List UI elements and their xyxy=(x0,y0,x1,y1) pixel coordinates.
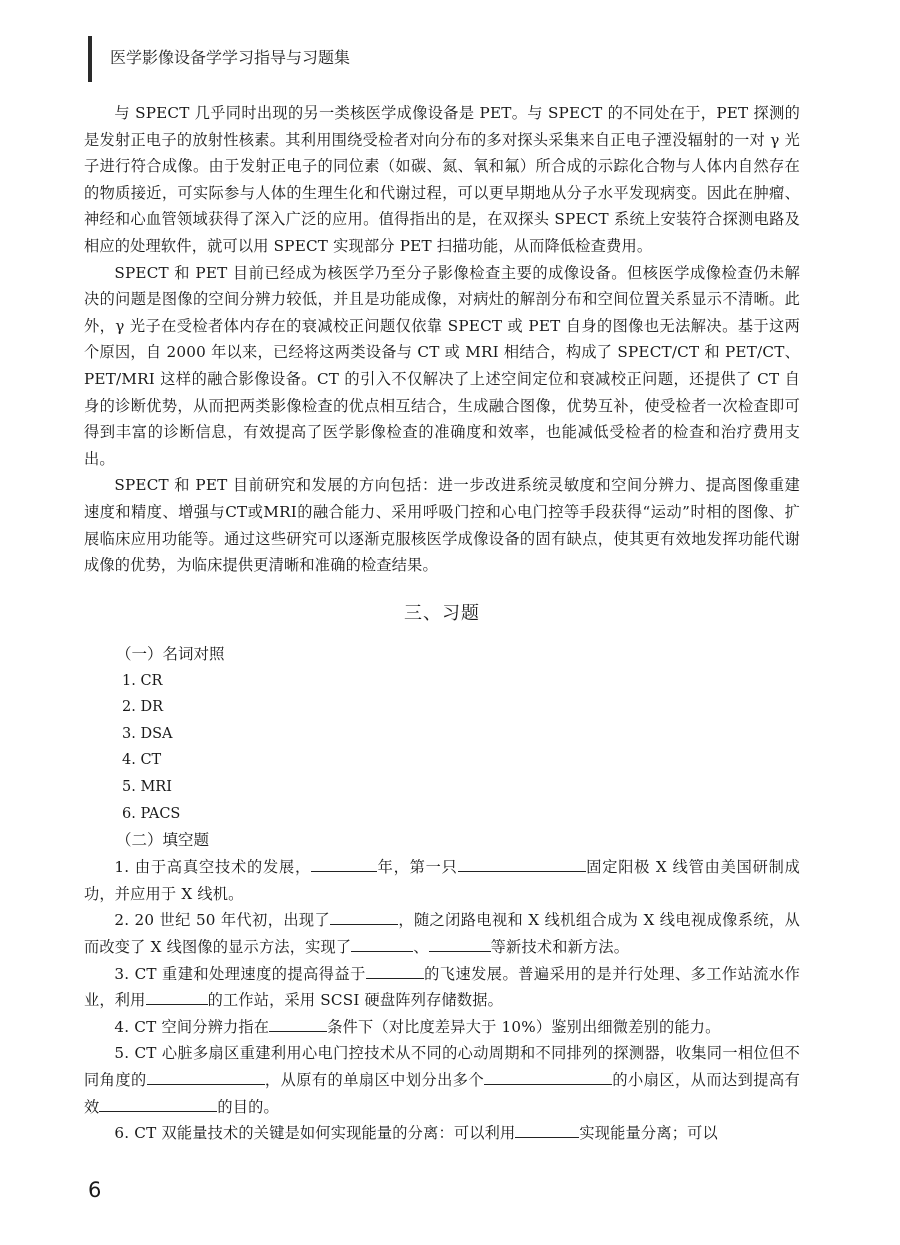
question-text: 的飞速发展。普遍采用的是并行处理、多工作站流水作业，利用 xyxy=(84,964,800,1010)
question-5 xyxy=(84,1040,800,1120)
question-text: 固定阳极 X 线管由美国研制成功，并应用于 X 线机。 xyxy=(84,858,801,903)
question-text: 条件下（对比度差异大于 10%）鉴别出细微差别的能力。 xyxy=(327,1017,721,1036)
term-item: 4. CT xyxy=(122,752,162,769)
answer-blank[interactable] xyxy=(269,1014,327,1032)
question-6 xyxy=(84,1120,800,1147)
question-text: 5. CT 心脏多扇区重建利用心电门控技术从不同的心动周期和不同排列的探测器，收集同一相位但不同角度的 xyxy=(84,1044,800,1089)
page-content xyxy=(84,100,800,1147)
answer-blank[interactable] xyxy=(146,988,208,1006)
part2-title: （二）填空题 xyxy=(116,831,210,850)
question-text: 6. CT 双能量技术的关键是如何实现能量的分离：可以利用 xyxy=(114,1124,516,1143)
question-text: 的工作站，采用 SCSI 硬盘阵列存储数据。 xyxy=(207,991,504,1010)
term-item: 6. PACS xyxy=(122,805,181,822)
paragraph-research: SPECT 和 PET 目前研究和发展的方向包括：进一步改进系统灵敏度和空间分辨力、提高图像重建速度和精度、增强与CT或MRI的融合能力、采用呼吸门控和心电门控等手段获得“运动”时相的图像、扩展临床应用功能等。通过这些研究可以逐渐克服核医学成像设备的固有缺点，使其更有效地发挥功能代谢成像的优势，为临床提供更清晰和准确的检查结果。 xyxy=(84,476,800,575)
answer-blank[interactable] xyxy=(366,961,424,979)
question-text: 的小扇区，从而达到提高有效 xyxy=(84,1071,800,1116)
answer-blank[interactable] xyxy=(458,855,586,873)
answer-blank[interactable] xyxy=(484,1067,612,1085)
question-text: 实现能量分离；可以 xyxy=(579,1124,718,1143)
term-item: 5. MRI xyxy=(122,779,172,796)
answer-blank[interactable] xyxy=(429,934,491,952)
question-4 xyxy=(84,1014,800,1041)
question-text: 、 xyxy=(413,938,429,957)
term-item: 3. DSA xyxy=(122,725,173,742)
answer-blank[interactable] xyxy=(99,1094,217,1112)
running-header xyxy=(88,36,351,82)
question-text: 等新技术和新方法。 xyxy=(490,938,630,957)
term-item: 2. DR xyxy=(122,699,163,716)
question-text: 的目的。 xyxy=(217,1097,279,1116)
question-text: 3. CT 重建和处理速度的提高得益于 xyxy=(114,964,366,983)
page-number: 6 xyxy=(88,1178,102,1202)
part1-title: （一）名词对照 xyxy=(116,644,225,663)
answer-blank[interactable] xyxy=(147,1067,265,1085)
paragraph-pet: 与 SPECT 几乎同时出现的另一类核医学成像设备是 PET。与 SPECT 的不同处在于，PET 探测的是发射正电子的放射性核素。其利用围绕受检者对向分布的多对探头采集来自正电子湮没辐射的一对 γ 光子进行符合成像。由于发射正电子的同位素（如碳、氮、氧和氟）所合成的示踪化合物与人体内自然存在的物质接近，可实际参与人体的生理生化和代谢过程，可以更早期地从分子水平发现病变。因此在肿瘤、神经和心血管领域获得了深入广泛的应用。值得指出的是，在双探头 SPECT 系统上安装符合探测电路及相应的处理软件，就可以用 SPECT 实现部分 PET 扫描功能，从而降低检查费用。 xyxy=(84,104,800,255)
question-text: 4. CT 空间分辨力指在 xyxy=(114,1017,270,1036)
term-item: 1. CR xyxy=(122,672,163,689)
paragraph-fusion: SPECT 和 PET 目前已经成为核医学乃至分子影像检查主要的成像设备。但核医学成像检查仍未解决的问题是图像的空间分辨力较低，并且是功能成像，对病灶的解剖分布和空间位置关系显示不清晰。此外，γ 光子在受检者体内存在的衰减校正问题仅依靠 SPECT 或 PET 自身的图像也无法解决。基于这两个原因，自 2000 年以来，已经将这两类设备与 CT 或 MRI 相结合，构成了 SPECT/CT 和 PET/CT、PET/MRI 这样的融合影像设备。CT 的引入不仅解决了上述空间定位和衰减校正问题，还提供了 CT 自身的诊断优势，从而把两类影像检查的优点相互结合，生成融合图像，优势互补，使受检者一次检查即可得到丰富的诊断信息，有效提高了医学影像检查的准确度和效率，也能减低受检者的检查和治疗费用支出。 xyxy=(84,263,800,468)
question-text: ，随之闭路电视和 X 线机组合成为 X 线电视成像系统，从而改变了 X 线图像的显示方法，实现了 xyxy=(84,911,800,957)
answer-blank[interactable] xyxy=(515,1120,579,1138)
answer-blank[interactable] xyxy=(351,934,413,952)
answer-blank[interactable] xyxy=(330,908,398,926)
answer-blank[interactable] xyxy=(311,855,377,873)
question-text: 2. 20 世纪 50 年代初，出现了 xyxy=(114,911,331,930)
question-2 xyxy=(84,907,800,960)
question-1 xyxy=(84,854,800,907)
header-title: 医学影像设备学学习指导与习题集 xyxy=(110,48,351,67)
question-text: ，从原有的单扇区中划分出多个 xyxy=(264,1071,485,1089)
question-text: 1. 由于高真空技术的发展， xyxy=(114,858,311,877)
section-title: 三、习题 xyxy=(404,602,480,624)
question-3 xyxy=(84,961,800,1014)
question-text: 年，第一只 xyxy=(376,858,458,877)
